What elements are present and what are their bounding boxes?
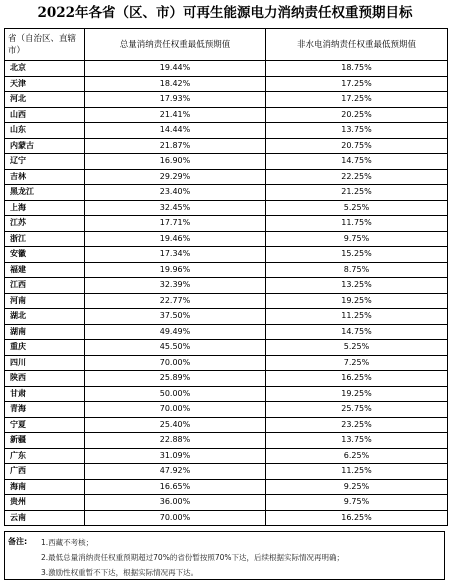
total-weight-cell: 49.49% (85, 324, 266, 340)
total-weight-cell: 25.40% (85, 417, 266, 433)
province-cell: 河南 (5, 293, 85, 309)
province-cell: 云南 (5, 510, 85, 526)
header-province: 省（自治区、直辖市） (5, 29, 85, 61)
note-item: 3.激励性权重暂不下达，根据实际情况再下达。 (41, 568, 199, 577)
province-cell: 内蒙古 (5, 138, 85, 154)
nonhydro-weight-cell: 6.25% (266, 448, 448, 464)
total-weight-cell: 19.46% (85, 231, 266, 247)
total-weight-cell: 23.40% (85, 185, 266, 201)
total-weight-cell: 21.87% (85, 138, 266, 154)
province-cell: 贵州 (5, 495, 85, 511)
province-cell: 辽宁 (5, 154, 85, 170)
table-header-row (5, 29, 448, 61)
nonhydro-weight-cell: 22.25% (266, 169, 448, 185)
province-cell: 新疆 (5, 433, 85, 449)
table-row (5, 371, 448, 387)
province-cell: 浙江 (5, 231, 85, 247)
nonhydro-weight-cell: 9.75% (266, 231, 448, 247)
province-cell: 重庆 (5, 340, 85, 356)
table-row (5, 200, 448, 216)
nonhydro-weight-cell: 9.75% (266, 495, 448, 511)
province-cell: 广东 (5, 448, 85, 464)
total-weight-cell: 32.39% (85, 278, 266, 294)
table-body (5, 61, 448, 526)
targets-table (4, 28, 448, 526)
nonhydro-weight-cell: 14.75% (266, 324, 448, 340)
table-row (5, 417, 448, 433)
province-cell: 江苏 (5, 216, 85, 232)
total-weight-cell: 50.00% (85, 386, 266, 402)
province-cell: 北京 (5, 61, 85, 77)
nonhydro-weight-cell: 20.25% (266, 107, 448, 123)
nonhydro-weight-cell: 19.25% (266, 293, 448, 309)
notes-box (4, 531, 445, 580)
total-weight-cell: 22.77% (85, 293, 266, 309)
nonhydro-weight-cell: 25.75% (266, 402, 448, 418)
total-weight-cell: 17.71% (85, 216, 266, 232)
nonhydro-weight-cell: 15.25% (266, 247, 448, 263)
nonhydro-weight-cell: 13.25% (266, 278, 448, 294)
nonhydro-weight-cell: 5.25% (266, 200, 448, 216)
province-cell: 吉林 (5, 169, 85, 185)
table-row (5, 61, 448, 77)
table-row (5, 309, 448, 325)
total-weight-cell: 32.45% (85, 200, 266, 216)
province-cell: 海南 (5, 479, 85, 495)
total-weight-cell: 16.90% (85, 154, 266, 170)
province-cell: 福建 (5, 262, 85, 278)
nonhydro-weight-cell: 21.25% (266, 185, 448, 201)
nonhydro-weight-cell: 13.75% (266, 433, 448, 449)
province-cell: 天津 (5, 76, 85, 92)
table-row (5, 154, 448, 170)
total-weight-cell: 70.00% (85, 402, 266, 418)
total-weight-cell: 17.34% (85, 247, 266, 263)
nonhydro-weight-cell: 17.25% (266, 92, 448, 108)
total-weight-cell: 31.09% (85, 448, 266, 464)
table-row (5, 231, 448, 247)
note-item: 1.西藏不考核； (41, 538, 94, 547)
total-weight-cell: 21.41% (85, 107, 266, 123)
province-cell: 广西 (5, 464, 85, 480)
nonhydro-weight-cell: 16.25% (266, 371, 448, 387)
total-weight-cell: 36.00% (85, 495, 266, 511)
nonhydro-weight-cell: 11.25% (266, 464, 448, 480)
province-cell: 河北 (5, 92, 85, 108)
province-cell: 江西 (5, 278, 85, 294)
total-weight-cell: 70.00% (85, 355, 266, 371)
table-row (5, 76, 448, 92)
province-cell: 山西 (5, 107, 85, 123)
nonhydro-weight-cell: 9.25% (266, 479, 448, 495)
nonhydro-weight-cell: 20.75% (266, 138, 448, 154)
total-weight-cell: 14.44% (85, 123, 266, 139)
table-row (5, 448, 448, 464)
notes-list (41, 535, 344, 580)
table-row (5, 138, 448, 154)
total-weight-cell: 70.00% (85, 510, 266, 526)
table-row (5, 324, 448, 340)
nonhydro-weight-cell: 5.25% (266, 340, 448, 356)
total-weight-cell: 16.65% (85, 479, 266, 495)
total-weight-cell: 47.92% (85, 464, 266, 480)
province-cell: 四川 (5, 355, 85, 371)
nonhydro-weight-cell: 8.75% (266, 262, 448, 278)
header-total-weight: 总量消纳责任权重最低预期值 (85, 29, 266, 61)
nonhydro-weight-cell: 7.25% (266, 355, 448, 371)
nonhydro-weight-cell: 19.25% (266, 386, 448, 402)
nonhydro-weight-cell: 11.75% (266, 216, 448, 232)
nonhydro-weight-cell: 18.75% (266, 61, 448, 77)
total-weight-cell: 18.42% (85, 76, 266, 92)
table-row (5, 386, 448, 402)
table-row (5, 92, 448, 108)
header-nonhydro-weight: 非水电消纳责任权重最低预期值 (266, 29, 448, 61)
table-row (5, 293, 448, 309)
total-weight-cell: 22.88% (85, 433, 266, 449)
province-cell: 甘肃 (5, 386, 85, 402)
table-row (5, 123, 448, 139)
total-weight-cell: 17.93% (85, 92, 266, 108)
table-row (5, 495, 448, 511)
table-row (5, 464, 448, 480)
table-row (5, 510, 448, 526)
province-cell: 安徽 (5, 247, 85, 263)
table-row (5, 433, 448, 449)
total-weight-cell: 29.29% (85, 169, 266, 185)
table-row (5, 247, 448, 263)
province-cell: 山东 (5, 123, 85, 139)
total-weight-cell: 19.44% (85, 61, 266, 77)
province-cell: 青海 (5, 402, 85, 418)
table-row (5, 402, 448, 418)
table-row (5, 262, 448, 278)
nonhydro-weight-cell: 11.25% (266, 309, 448, 325)
table-row (5, 216, 448, 232)
province-cell: 黑龙江 (5, 185, 85, 201)
table-row (5, 185, 448, 201)
nonhydro-weight-cell: 13.75% (266, 123, 448, 139)
total-weight-cell: 45.50% (85, 340, 266, 356)
page-title: 2022年各省（区、市）可再生能源电力消纳责任权重预期目标 (37, 5, 413, 21)
table-row (5, 169, 448, 185)
notes-label: 备注: (8, 537, 28, 546)
province-cell: 陕西 (5, 371, 85, 387)
nonhydro-weight-cell: 23.25% (266, 417, 448, 433)
table-row (5, 278, 448, 294)
total-weight-cell: 19.96% (85, 262, 266, 278)
total-weight-cell: 25.89% (85, 371, 266, 387)
table-row (5, 355, 448, 371)
table-row (5, 479, 448, 495)
province-cell: 上海 (5, 200, 85, 216)
note-item: 2.最低总量消纳责任权重预期超过70%的省份暂按照70%下达，后续根据实际情况再明确； (41, 553, 344, 562)
table-row (5, 107, 448, 123)
table-row (5, 340, 448, 356)
nonhydro-weight-cell: 17.25% (266, 76, 448, 92)
nonhydro-weight-cell: 16.25% (266, 510, 448, 526)
nonhydro-weight-cell: 14.75% (266, 154, 448, 170)
province-cell: 宁夏 (5, 417, 85, 433)
province-cell: 湖北 (5, 309, 85, 325)
total-weight-cell: 37.50% (85, 309, 266, 325)
province-cell: 湖南 (5, 324, 85, 340)
